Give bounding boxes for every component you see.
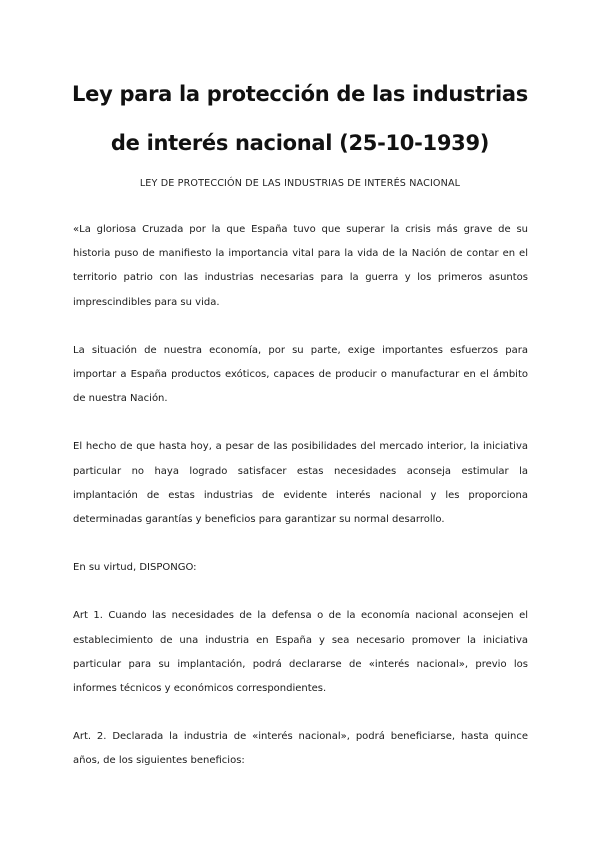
paragraph-article-1: Art 1. Cuando las necesidades de la defensa o de la economía nacional aconsejen el establecimiento de una industria en España y sea necesario promover la iniciativa particular para su implantación, podrá declararse de «interés nacional», previo los informes técnicos y económicos correspondientes.: [73, 610, 528, 695]
document-subtitle: LEY DE PROTECCIÓN DE LAS INDUSTRIAS DE INTERÉS NACIONAL: [139, 178, 461, 189]
document-title-line-2: de interés nacional (25-10-1939): [110, 131, 490, 155]
document-title-line-1: Ley para la protección de las industrias: [72, 82, 528, 106]
paragraph-preamble-1: «La gloriosa Cruzada por la que España tuvo que superar la crisis más grave de su historia puso de manifiesto la importancia vital para la vida de la Nación de contar en el territorio patrio con las industrias necesarias para la guerra y los primeros asuntos imprescindibles para su vida.: [73, 224, 528, 308]
document-body: [73, 218, 528, 798]
paragraph-preamble-2: La situación de nuestra economía, por su parte, exige importantes esfuerzos para importar a España productos exóticos, capaces de producir o manufacturar en el ámbito de nuestra Nación.: [73, 344, 528, 405]
paragraph-article-2: Art. 2. Declarada la industria de «interés nacional», podrá beneficiarse, hasta quince años, de los siguientes beneficios:: [73, 731, 528, 767]
paragraph-preamble-3: El hecho de que hasta hoy, a pesar de las posibilidades del mercado interior, la iniciativa particular no haya logrado satisfacer estas necesidades aconseja estimular la implantación de estas industrias de evidente interés nacional y les proporciona determinadas garantías y beneficios para garantizar su normal desarrollo.: [73, 441, 528, 526]
paragraph-dispongo: En su virtud, DISPONGO:: [73, 562, 197, 574]
